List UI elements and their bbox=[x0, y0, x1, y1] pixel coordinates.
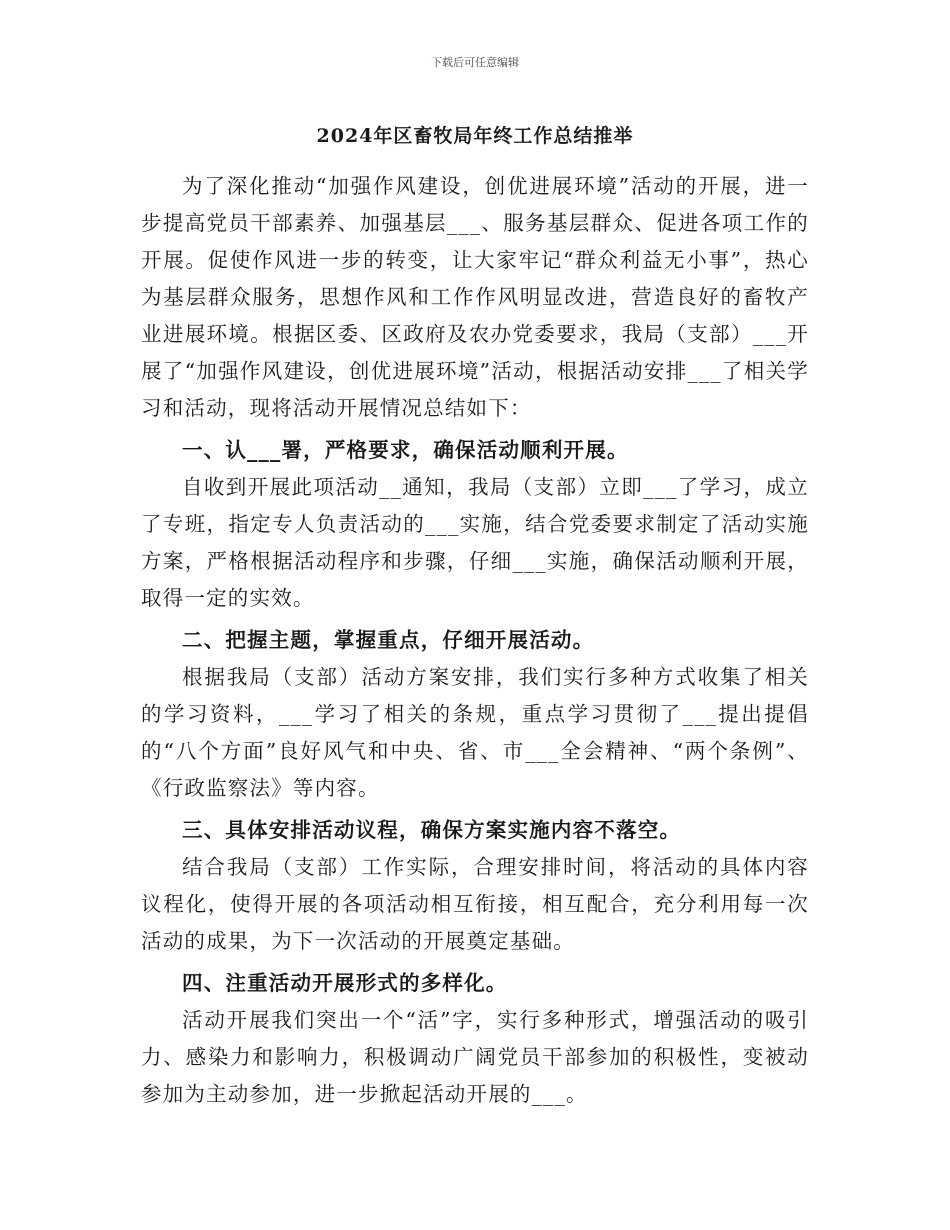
section-heading-1: 一、认___署，严格要求，确保活动顺利开展。 bbox=[182, 438, 629, 462]
section-body-4: 活动开展我们突出一个“活”字，实行多种形式，增强活动的吸引力、感染力和影响力，积极调动广阔党员干部参加的积极性，变被动参加为主动参加，进一步掀起活动开展的___。 bbox=[141, 1008, 809, 1106]
document-title: 2024年区畜牧局年终工作总结推举 bbox=[316, 125, 634, 147]
section-heading-3: 三、具体安排活动议程，确保方案实施内容不落空。 bbox=[182, 818, 682, 842]
section-heading-4: 四、注重活动开展形式的多样化。 bbox=[182, 971, 508, 995]
header-note: 下载后可任意编辑 bbox=[431, 56, 519, 69]
section-body-3: 结合我局（支部）工作实际，合理安排时间，将活动的具体内容议程化，使得开展的各项活动相互衔接，相互配合，充分利用每一次活动的成果，为下一次活动的开展奠定基础。 bbox=[141, 855, 809, 953]
section-body-1: 自收到开展此项活动__通知，我局（支部）立即___了学习，成立了专班，指定专人负责活动的___实施，结合党委要求制定了活动实施方案，严格根据活动程序和步骤，仔细___实施，确保活动顺利开展，取得一定的实效。 bbox=[141, 475, 809, 610]
section-body-2: 根据我局（支部）活动方案安排，我们实行多种方式收集了相关的学习资料，___学习了相关的条规，重点学习贯彻了___提出提倡的“八个方面”良好风气和中央、省、市___全会精神、“两个条例”、《行政监察法》等内容。 bbox=[141, 665, 809, 800]
intro-paragraph: 为了深化推动“加强作风建设，创优进展环境”活动的开展，进一步提高党员干部素养、加强基层___、服务基层群众、促进各项工作的开展。促使作风进一步的转变，让大家牢记“群众利益无小事”，热心为基层群众服务，思想作风和工作作风明显改进，营造良好的畜牧产业进展环境。根据区委、区政府及农办党委要求，我局（支部）___开展了“加强作风建设，创优进展环境”活动，根据活动安排___了相关学习和活动，现将活动开展情况总结如下： bbox=[141, 174, 809, 420]
section-heading-2: 二、把握主题，掌握重点，仔细开展活动。 bbox=[182, 628, 595, 652]
document-body bbox=[141, 168, 809, 1113]
